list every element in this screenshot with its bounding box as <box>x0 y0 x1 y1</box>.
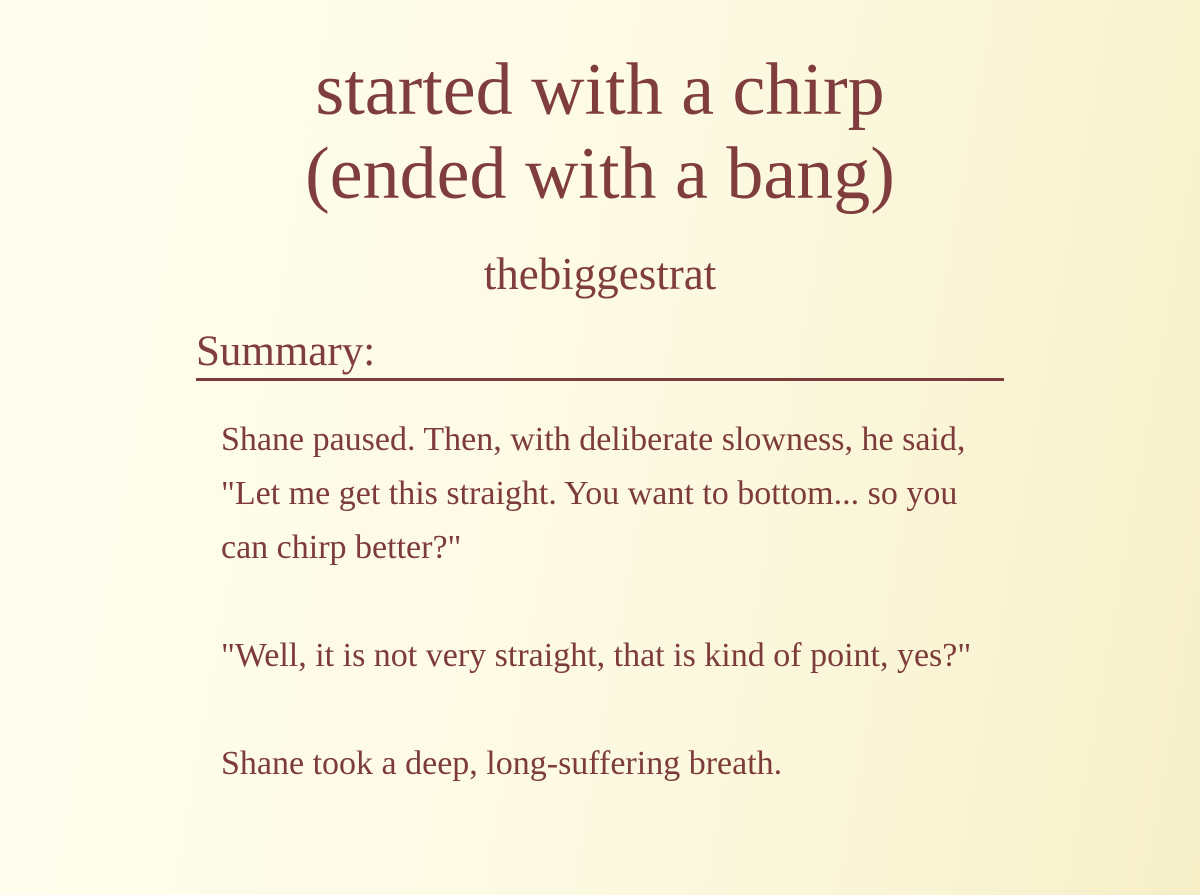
summary-paragraph: Shane took a deep, long-suffering breath. <box>221 745 783 782</box>
summary-paragraph: Shane paused. Then, with deliberate slowness, he said, "Let me get this straight. You want to bottom... so you can chirp better?" <box>221 421 966 566</box>
summary-heading: Summary: <box>196 326 1004 381</box>
work-title <box>0 48 1200 216</box>
summary-paragraph: "Well, it is not very straight, that is kind of point, yes?" <box>221 637 972 674</box>
summary-body <box>221 413 991 845</box>
work-title-line-2: (ended with a bang) <box>305 133 895 215</box>
work-author: thebiggestrat <box>483 249 717 299</box>
work-title-line-1: started with a chirp <box>315 49 885 131</box>
